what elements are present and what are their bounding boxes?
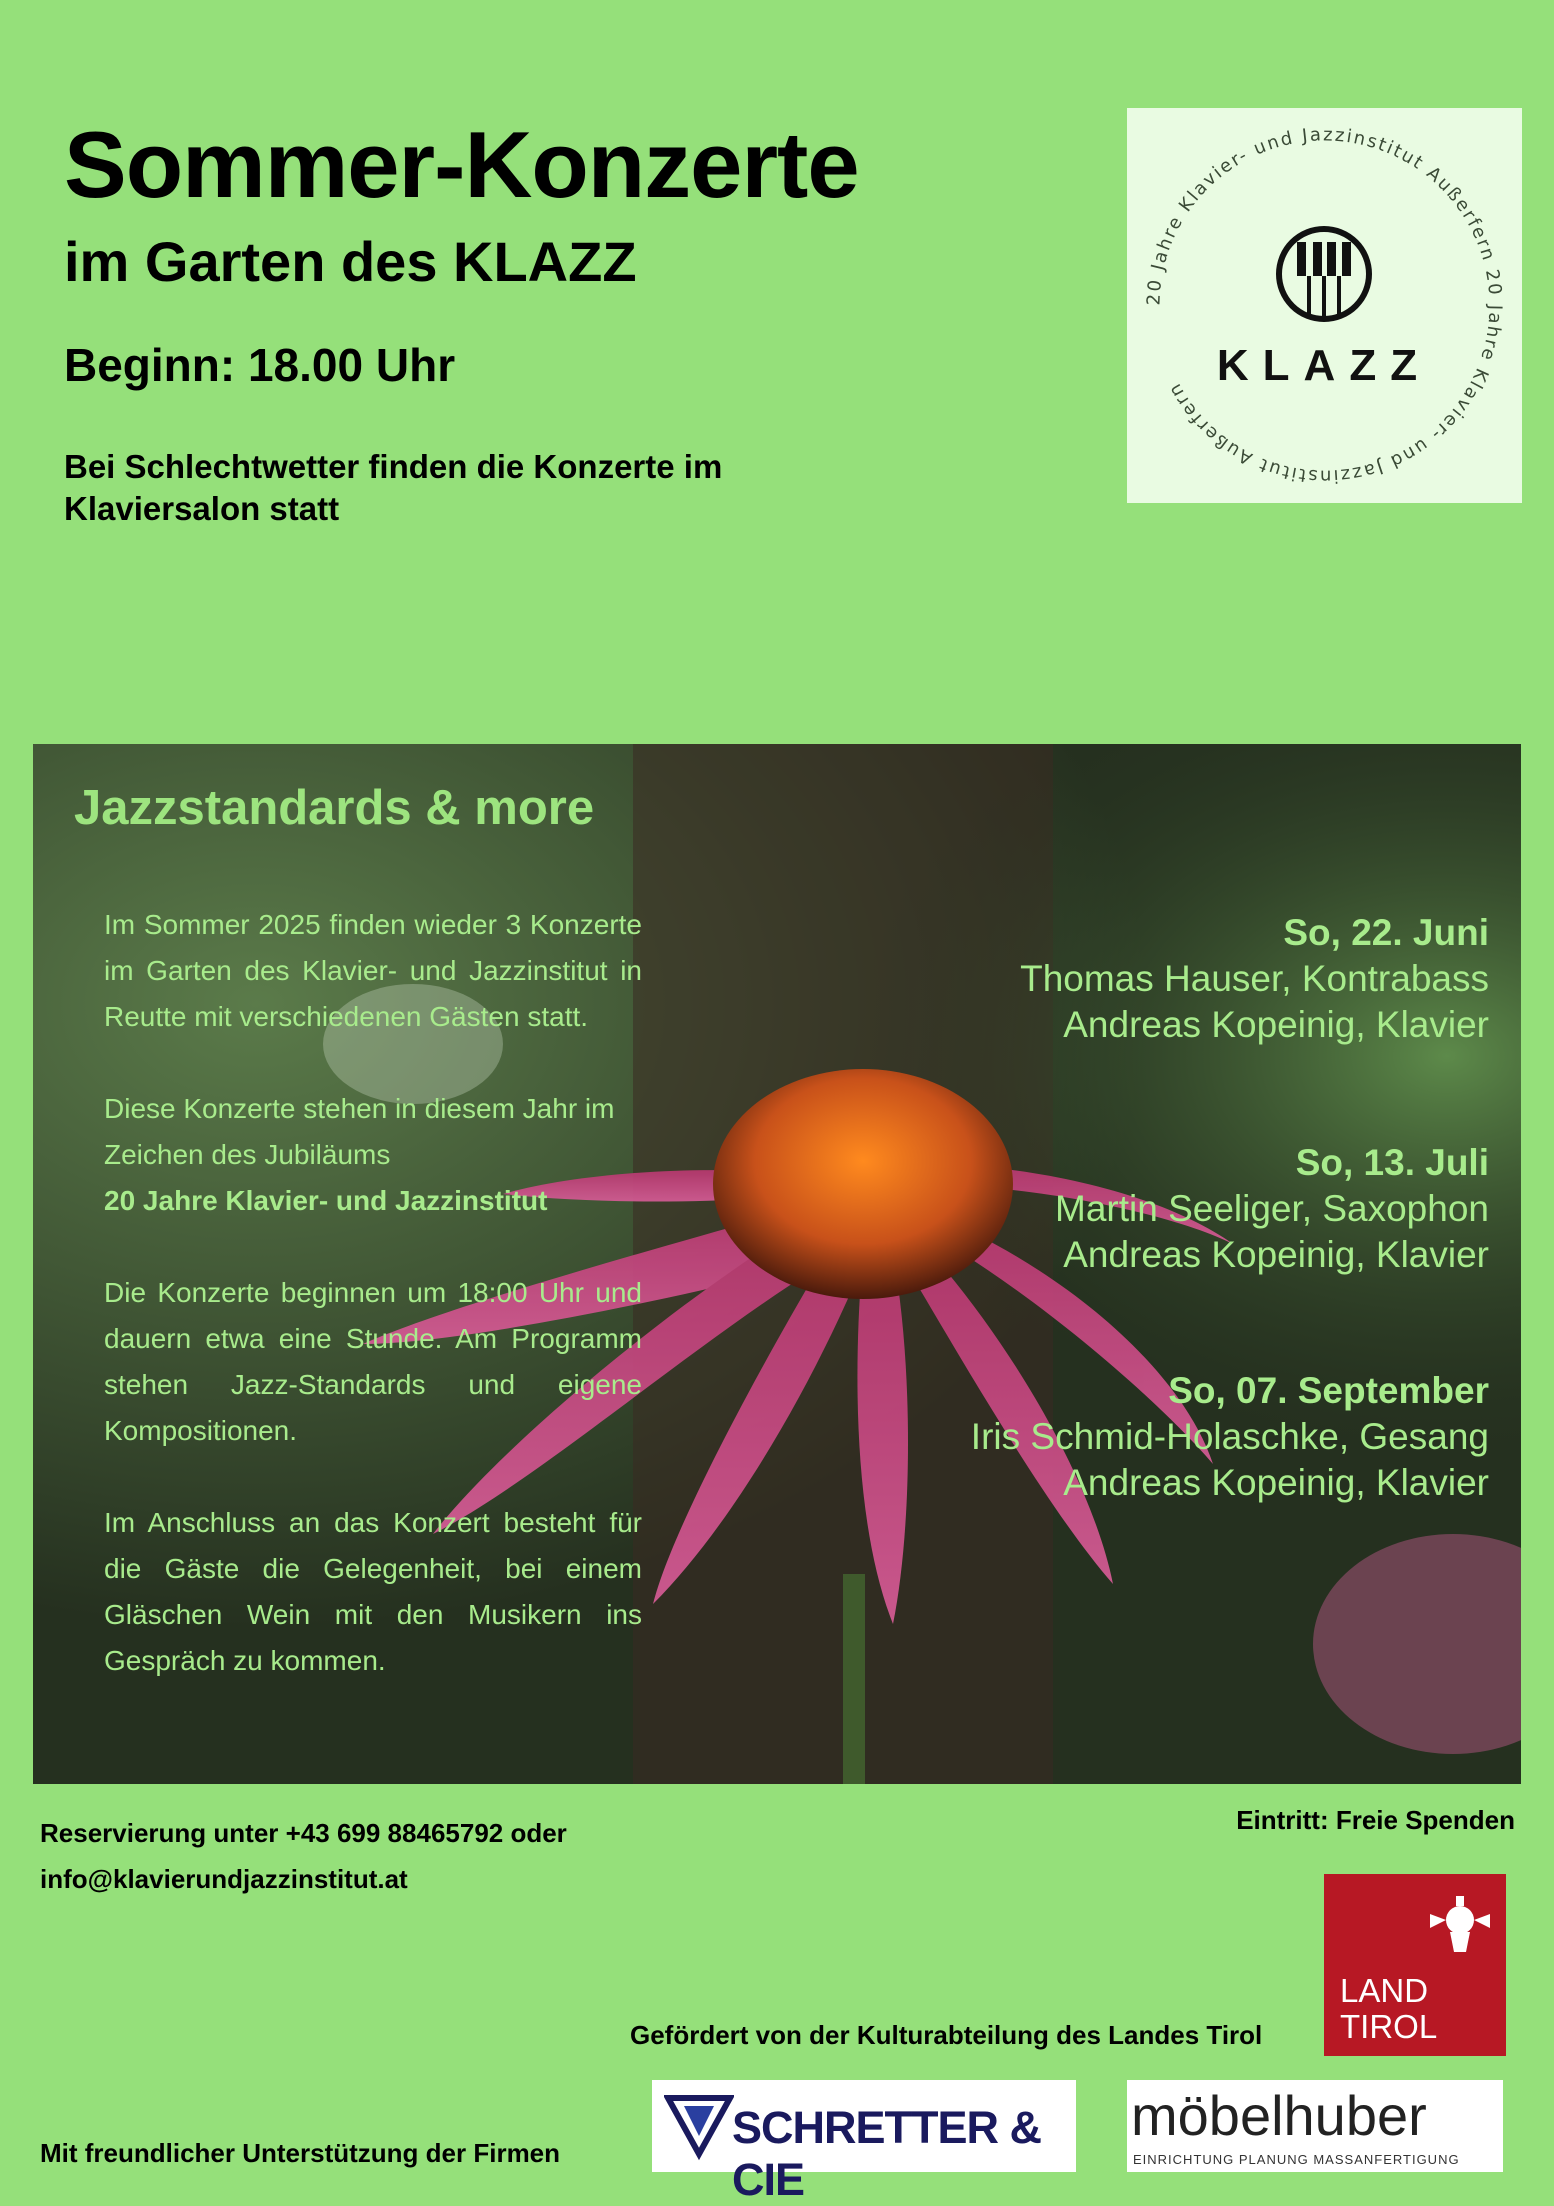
intro-paragraph: Im Sommer 2025 finden wieder 3 Konzerte im Garten des Klavier- und Jazzinstitut in Reutte mit verschiedenen Gästen statt. <box>104 909 642 1032</box>
concert-performer: Andreas Kopeinig, Klavier <box>1063 1004 1489 1045</box>
poster-title: Sommer-Konzerte <box>64 112 859 217</box>
concert-entry <box>1055 1140 1489 1278</box>
tirol-logo-text: LAND <box>1340 1972 1429 2009</box>
intro-paragraph <box>104 1086 642 1224</box>
poster-subtitle: im Garten des KLAZZ <box>64 230 637 293</box>
klazz-logo <box>1127 108 1522 503</box>
land-tirol-logo <box>1324 1874 1506 2056</box>
jubilee-highlight: 20 Jahre Klavier- und Jazzinstitut <box>104 1185 548 1216</box>
concert-performer: Iris Schmid-Holaschke, Gesang <box>970 1416 1489 1457</box>
weather-note: Bei Schlechtwetter finden die Konzerte im Klaviersalon statt <box>64 448 723 527</box>
funding-note: Gefördert von der Kulturabteilung des Landes Tirol <box>630 2020 1263 2050</box>
reservation-email: info@klavierundjazzinstitut.at <box>40 1864 408 1894</box>
concert-performer: Thomas Hauser, Kontrabass <box>1020 958 1489 999</box>
jubilee-text: Diese Konzerte stehen in diesem Jahr im Zeichen des Jubiläums <box>104 1093 615 1170</box>
admission-note: Eintritt: Freie Spenden <box>1236 1805 1515 1835</box>
klazz-logo-graphic <box>1127 108 1522 503</box>
concert-date: So, 22. Juni <box>1283 912 1489 953</box>
sponsor-schretter-logo <box>652 2080 1076 2205</box>
concert-date: So, 13. Juli <box>1295 1142 1489 1183</box>
tirol-logo-text: TIROL <box>1340 2008 1438 2045</box>
concert-entry <box>1020 910 1489 1048</box>
start-time: Beginn: 18.00 Uhr <box>64 339 456 391</box>
piano-keys-icon <box>1279 229 1369 319</box>
intro-paragraph: Im Anschluss an das Konzert besteht für die Gäste die Gelegenheit, bei einem Gläschen Wein mit den Musikern ins Gespräch zu kommen. <box>104 1507 642 1676</box>
reservation-info <box>40 1810 567 1902</box>
sponsor-moebelhuber-tagline: EINRICHTUNG PLANUNG MASSANFERTIGUNG <box>1133 2152 1460 2167</box>
support-note: Mit freundlicher Unterstützung der Firmen <box>40 2138 561 2168</box>
concert-date: So, 07. September <box>1168 1370 1489 1411</box>
sponsor-schretter-name: SCHRETTER & CIE <box>732 2102 1042 2205</box>
intro-text <box>104 902 642 1730</box>
feature-panel <box>33 744 1521 1784</box>
reservation-phone: Reservierung unter +43 699 88465792 oder <box>40 1818 567 1848</box>
feature-heading: Jazzstandards & more <box>74 781 595 835</box>
concert-performer: Martin Seeliger, Saxophon <box>1055 1188 1489 1229</box>
schretter-emblem-icon <box>664 2092 734 2162</box>
sponsor-moebelhuber-logo <box>1127 2080 1503 2172</box>
concert-performer: Andreas Kopeinig, Klavier <box>1063 1462 1489 1503</box>
logo-name: KLAZZ <box>1216 341 1432 390</box>
intro-paragraph: Die Konzerte beginnen um 18:00 Uhr und dauern etwa eine Stunde. Am Programm stehen Jazz-Standards und eigene Kompositionen. <box>104 1277 642 1446</box>
sponsor-moebelhuber-name: möbelhuber <box>1131 2084 1427 2147</box>
logo-ring-text: 20 Jahre Klavier- und Jazzinstitut Außerfern 20 Jahre Klavier- und Jazzinstitut Außerfern <box>1143 124 1506 487</box>
concert-entry <box>971 1368 1489 1506</box>
concert-performer: Andreas Kopeinig, Klavier <box>1063 1234 1489 1275</box>
